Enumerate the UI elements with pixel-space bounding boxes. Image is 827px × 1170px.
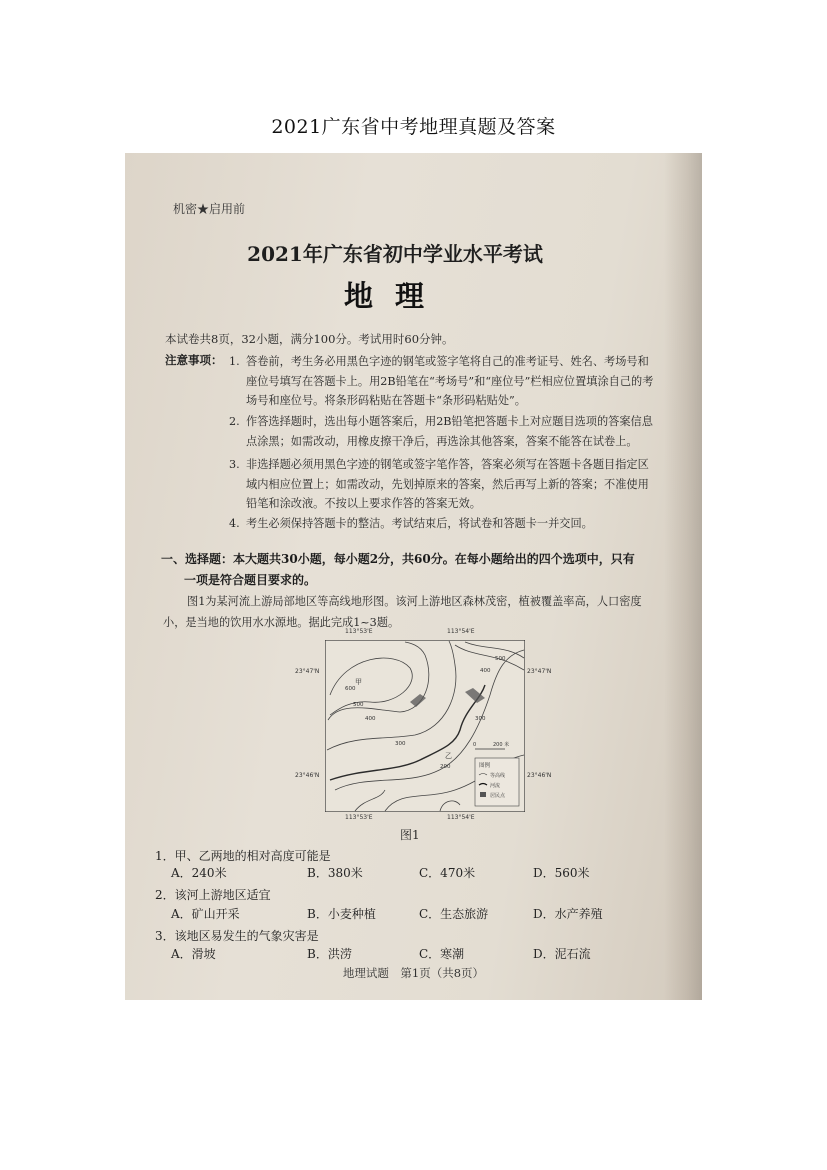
question-option: A．滑坡 xyxy=(171,947,216,961)
contour-label: 400 xyxy=(365,716,376,722)
scale-zero: 0 xyxy=(473,742,477,748)
note-item xyxy=(229,455,659,515)
question-option: A．矿山开采 xyxy=(171,907,240,921)
exam-paper-photo xyxy=(125,153,702,1000)
contour-label: 400 xyxy=(480,668,491,674)
lat-label-top-right: 23°47'N xyxy=(527,668,552,675)
question-stem: 3．该地区易发生的气象灾害是 xyxy=(155,929,319,943)
note-text: 考生必须保持答题卡的整洁。考试结束后，将试卷和答题卡一并交回。 xyxy=(246,517,593,530)
page-fold-shadow xyxy=(664,153,702,1000)
legend-title: 图例 xyxy=(479,763,491,769)
contour-label: 500 xyxy=(353,702,364,708)
question-option: D．泥石流 xyxy=(533,947,591,961)
lon-label-bottom-right: 113°54'E xyxy=(447,814,475,821)
question-stem: 2．该河上游地区适宜 xyxy=(155,888,271,902)
note-text: 作答选择题时，选出每小题答案后，用2B铅笔把答题卡上对应题目选项的答案信息点涂黑；如需改动，用橡皮擦干净后，再选涂其他答案，答案不能答在试卷上。 xyxy=(246,415,653,448)
exam-meta: 本试卷共8页，32小题，满分100分。考试用时60分钟。 xyxy=(165,332,454,346)
secret-label: 机密★启用前 xyxy=(173,202,246,216)
note-text: 答卷前，考生务必用黑色字迹的钢笔或签字笔将自己的准考证号、姓名、考场号和座位号填写在答题卡上。用2B铅笔在“考场号”和“座位号”栏相应位置填涂自己的考场号和座位号。将条形码粘贴在答题卡“条形码粘贴处”。 xyxy=(246,355,654,407)
question-option: B．小麦种植 xyxy=(307,907,376,921)
exam-subject: 地理 xyxy=(343,279,446,313)
figure-label: 图1 xyxy=(400,828,420,842)
contour-label: 600 xyxy=(345,686,356,692)
page-footer: 地理试题 第1页（共8页） xyxy=(342,966,485,980)
legend-item: 等高线 xyxy=(490,773,506,779)
notes-label: 注意事项： xyxy=(165,353,223,367)
contour-map xyxy=(295,628,552,821)
section-heading xyxy=(161,549,661,591)
exam-title: 2021年广东省初中学业水平考试 xyxy=(247,242,543,266)
question-option: B．洪涝 xyxy=(307,947,352,961)
lon-label-left: 113°53'E xyxy=(345,628,373,635)
section-heading-line1: 一、选择题：本大题共30小题，每小题2分，共60分。在每小题给出的四个选项中，只有 xyxy=(161,552,635,566)
place-yi: 乙 xyxy=(445,752,452,760)
lon-label-bottom-left: 113°53'E xyxy=(345,814,373,821)
lon-label-right: 113°54'E xyxy=(447,628,475,635)
question-option: A．240米 xyxy=(171,866,227,880)
lat-label-top-left: 23°47'N xyxy=(295,668,320,675)
note-number: 4. xyxy=(229,517,240,530)
question-stem: 1．甲、乙两地的相对高度可能是 xyxy=(155,849,331,863)
note-number: 3. xyxy=(229,458,240,471)
section-heading-line2: 一项是符合题目要求的。 xyxy=(184,573,317,587)
contour-label: 300 xyxy=(395,741,406,747)
question-intro: 图1为某河流上游局部地区等高线地形图。该河上游地区森林茂密，植被覆盖率高，人口密度小，是当地的饮用水水源地。据此完成1~3题。 xyxy=(163,595,642,629)
note-item xyxy=(229,352,659,412)
question-option: C．470米 xyxy=(419,866,476,880)
note-text: 非选择题必须用黑色字迹的钢笔或签字笔作答，答案必须写在答题卡各题目指定区域内相应位置上；如需改动，先划掉原来的答案，然后再写上新的答案；不准使用铅笔和涂改液。不按以上要求作答的答案无效。 xyxy=(246,458,649,510)
question-option: D．水产养殖 xyxy=(533,907,603,921)
map-legend xyxy=(475,758,519,806)
question-option: C．寒潮 xyxy=(419,947,465,961)
lat-label-bottom-left: 23°46'N xyxy=(295,772,320,779)
legend-item: 居民点 xyxy=(490,793,506,799)
scale-value: 200 米 xyxy=(493,742,510,748)
contour-label: 500 xyxy=(495,656,506,662)
place-jia: 甲 xyxy=(355,678,362,686)
legend-item: 河流 xyxy=(490,783,501,789)
question-option: C．生态旅游 xyxy=(419,907,489,921)
question-option: B．380米 xyxy=(307,866,363,880)
question-option: D．560米 xyxy=(533,866,590,880)
note-number: 2. xyxy=(229,415,240,428)
note-number: 1. xyxy=(229,355,240,368)
lat-label-bottom-right: 23°46'N xyxy=(527,772,552,779)
contour-label: 200 xyxy=(440,764,451,770)
note-item xyxy=(229,514,659,534)
document-title: 2021广东省中考地理真题及答案 xyxy=(271,116,556,138)
contour-label: 300 xyxy=(475,716,486,722)
